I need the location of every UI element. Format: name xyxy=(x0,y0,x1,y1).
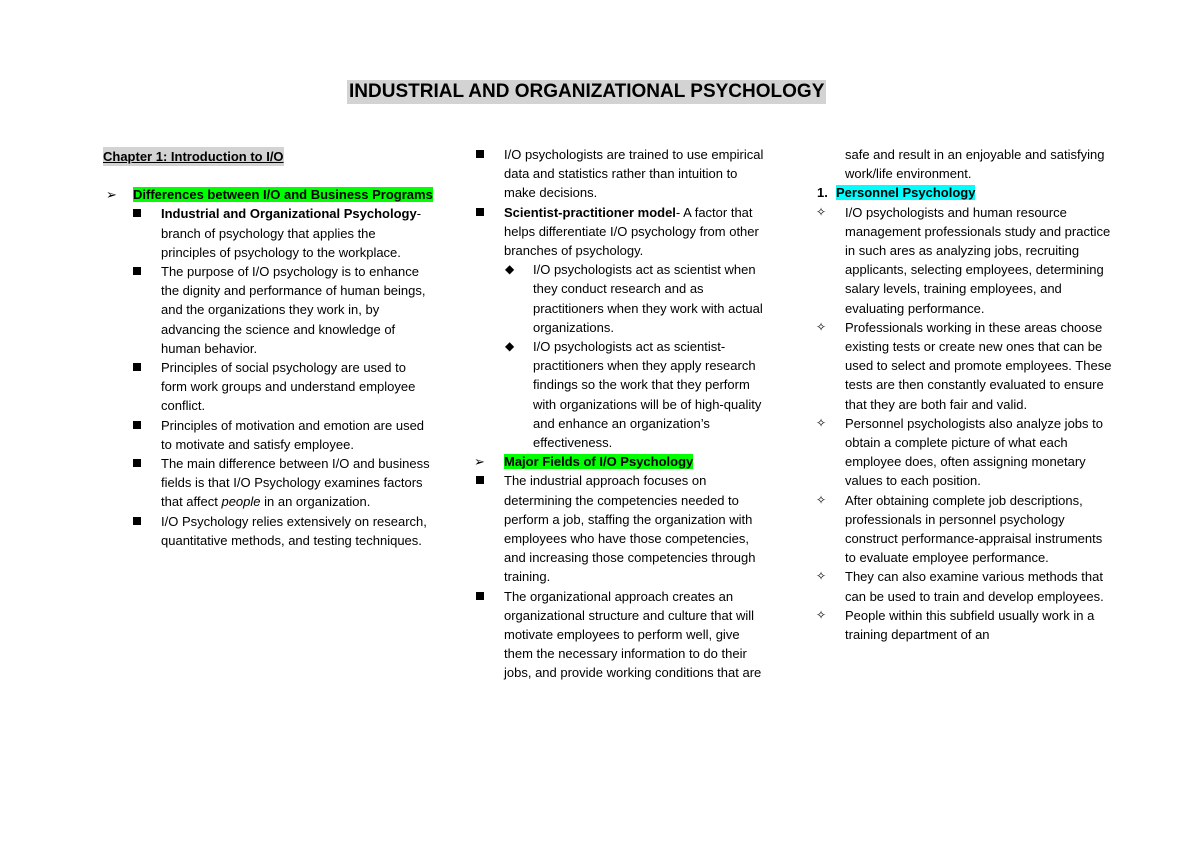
square-bullet-icon xyxy=(476,592,484,600)
sub-list-item xyxy=(472,337,772,452)
arrow-bullet-icon: ➢ xyxy=(474,454,485,470)
diamond-bullet-icon: ◆ xyxy=(505,339,515,354)
list-item xyxy=(103,262,433,358)
list-item xyxy=(813,567,1113,605)
item-text: I/O psychologists and human resource management professionals study and practice in such ares as analyzing jobs, recruiting applicants, selecting employees, determining salary levels, training employees, and evaluating performance. xyxy=(845,204,1111,316)
diamond-bullet-icon: ◆ xyxy=(505,262,515,277)
square-bullet-icon xyxy=(476,150,484,158)
arrow-bullet-icon: ➢ xyxy=(106,187,117,203)
list-item xyxy=(813,606,1113,644)
term-text: Scientist-practitioner model xyxy=(504,204,676,220)
item-text: Principles of motivation and emotion are used to motivate and satisfy employee. xyxy=(161,417,425,452)
item-text: Personnel psychologists also analyze jobs to obtain a complete picture of what each employee does, often assigning monetary values to each position. xyxy=(845,415,1103,489)
list-item xyxy=(103,512,433,550)
item-text: I/O psychologists act as scientist when they conduct research and as practitioners when they work with actual organizations. xyxy=(533,262,763,335)
heading-text: Differences between I/O and Business Programs xyxy=(133,187,433,203)
four-pointed-star-icon: ✧ xyxy=(816,492,827,507)
list-item xyxy=(813,318,1113,414)
item-text: - branch of psychology that applies the principles of psychology to the workplace. xyxy=(161,206,422,260)
square-bullet-icon xyxy=(133,209,141,217)
list-item xyxy=(472,145,772,203)
square-bullet-icon xyxy=(476,476,484,484)
list-item xyxy=(813,491,1113,568)
four-pointed-star-icon: ✧ xyxy=(816,204,827,219)
square-bullet-icon xyxy=(133,421,141,429)
four-pointed-star-icon: ✧ xyxy=(816,415,827,430)
column-2 xyxy=(472,145,772,683)
list-item xyxy=(103,358,433,416)
square-bullet-icon xyxy=(133,363,141,371)
item-text: I/O Psychology relies extensively on research, quantitative methods, and testing techniques. xyxy=(161,513,427,548)
column-1 xyxy=(103,145,433,550)
four-pointed-star-icon: ✧ xyxy=(816,607,827,622)
list-item xyxy=(472,203,772,261)
item-text: People within this subfield usually work in a training department of an xyxy=(845,607,1095,643)
square-bullet-icon xyxy=(133,459,141,467)
item-text: The industrial approach focuses on determining the competencies needed to perform a job, staffing the organization with employees who have those competencies, and increasing those competencies through training. xyxy=(504,473,756,585)
term-text: Industrial and Organizational Psychology xyxy=(161,206,417,222)
list-item xyxy=(813,203,1113,318)
four-pointed-star-icon: ✧ xyxy=(816,569,827,584)
item-text: I/O psychologists act as scientist-practitioners when they apply research findings so the work that they perform with organizations will be of high-quality and enhance an organization’s effectiveness. xyxy=(533,339,762,451)
heading-text: Major Fields of I/O Psychology xyxy=(504,454,694,470)
chapter-heading: Chapter 1: Introduction to I/O xyxy=(103,149,284,164)
item-text: - A factor that helps differentiate I/O psychology from other branches of psychology. xyxy=(504,204,759,259)
heading-text: Personnel Psychology xyxy=(836,185,976,201)
heading-number: 1. xyxy=(817,185,828,201)
four-pointed-star-icon: ✧ xyxy=(816,319,827,334)
square-bullet-icon xyxy=(133,517,141,525)
list-item xyxy=(103,204,433,262)
sub-list-item xyxy=(472,260,772,337)
italic-word: people xyxy=(221,494,261,510)
item-text: The purpose of I/O psychology is to enhance the dignity and performance of human beings, and the organizations they work in, by advancing the science and knowledge of human behavior. xyxy=(161,264,426,356)
list-item xyxy=(813,414,1113,491)
item-text: Principles of social psychology are used to form work groups and understand employee conflict. xyxy=(161,360,416,414)
page-title: INDUSTRIAL AND ORGANIZATIONAL PSYCHOLOGY xyxy=(349,81,825,102)
section-heading-differences xyxy=(103,185,433,204)
continued-text: safe and result in an enjoyable and satisfying work/life environment. xyxy=(845,147,1105,182)
square-bullet-icon xyxy=(476,208,484,216)
column-3 xyxy=(813,145,1113,644)
list-item xyxy=(472,587,772,683)
item-text: in an organization. xyxy=(260,494,371,510)
item-text: They can also examine various methods that can be used to train and develop employees. xyxy=(845,569,1104,604)
list-item xyxy=(103,454,433,512)
section-heading-major-fields xyxy=(472,452,772,471)
list-item xyxy=(472,471,772,586)
list-item xyxy=(103,416,433,454)
item-text: After obtaining complete job descriptions, professionals in personnel psychology construct performance-appraisal instruments to evaluate employee performance. xyxy=(845,492,1103,566)
item-text: The main difference between I/O and business fields is that I/O Psychology examines factors that affect xyxy=(161,456,430,510)
item-text: Professionals working in these areas choose existing tests or create new ones that can be used to select and promote employees. These tests are then constantly evaluated to ensure that they are both fair and valid. xyxy=(845,319,1112,412)
item-text: The organizational approach creates an organizational structure and culture that will motivate employees to perform well, give them the necessary information to do their jobs, and provide working conditions that are xyxy=(504,588,762,681)
square-bullet-icon xyxy=(133,267,141,275)
item-text: I/O psychologists are trained to use empirical data and statistics rather than intuition to make decisions. xyxy=(504,147,764,201)
section-heading-personnel xyxy=(813,183,1113,202)
